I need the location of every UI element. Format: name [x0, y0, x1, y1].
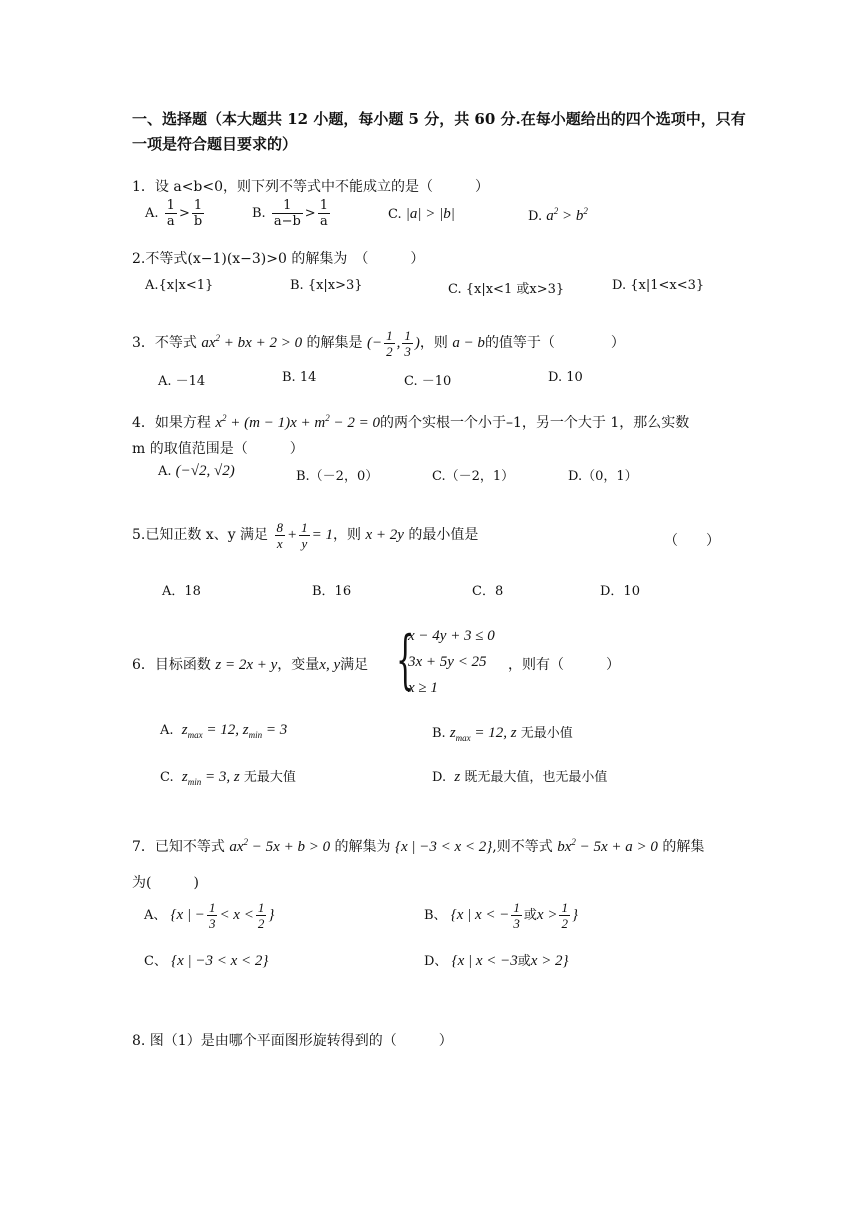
question-7-option-b: B、 {x | x < − $\frac{1}{3}$ 或x > $\frac{1}{2}$ } — [424, 900, 578, 931]
question-4-stem: 4．如果方程 $x^2 + (m - 1)x + m^2 - 2 = 0$的两个实根一个小于–1，另一个大于 1，那么实数 — [132, 413, 690, 431]
question-4-option-a: A. (−√2, √2) — [158, 463, 235, 479]
question-1-option-b: B. $\frac{1}{a-b}$ > $\frac{1}{a}$ — [252, 198, 328, 229]
question-3-option-d: D. 10 — [548, 370, 583, 385]
question-2-option-b: B. {x|x>3} — [290, 278, 363, 293]
constraint-2: 3x + 5y < 25 — [408, 654, 487, 670]
question-6-option-c: C. $z_{min} = 3$, z 无最大值 — [160, 769, 296, 787]
question-2-stem: 2.不等式(x−1)(x−3)>0 的解集为 （ ） — [132, 251, 425, 267]
question-3-option-a: A. －14 — [158, 374, 206, 389]
question-5-answer-paren: （ ） — [664, 533, 720, 549]
question-3-option-b: B. 14 — [282, 370, 317, 385]
question-2-option-d: D. {x|1<x<3} — [612, 278, 705, 293]
question-7-option-c: C、 {x | −3 < x < 2} — [144, 953, 269, 969]
question-6-option-a: A. $z_{max} = 12$, $z_{min} = 3$ — [160, 722, 288, 740]
question-5-option-d: D．10 — [600, 584, 640, 599]
constraint-3: x ≥ 1 — [408, 680, 438, 696]
question-5-stem: 5.已知正数 x、y 满足 $\frac{8}{x}$ + $\frac{1}{y}$ = 1，则 x + 2y 的最小值是 — [132, 520, 479, 551]
question-4-stem-line2: m 的取值范围是（ ） — [132, 441, 304, 457]
question-4-option-b: B.（－2，0） — [296, 469, 379, 484]
question-6-stem-tail: ，则有（ ） — [508, 657, 620, 673]
question-1-option-d: D. $a^2 > b^2$ — [528, 206, 588, 224]
question-7-option-a: A、 {x | − $\frac{1}{3}$ < x < $\frac{1}{2}$ } — [144, 900, 275, 931]
question-8-stem: 8. 图（1）是由哪个平面图形旋转得到的（ ） — [132, 1033, 453, 1049]
question-2-option-a: A.{x|x<1} — [145, 278, 214, 293]
question-6-stem: 6．目标函数 z = 2x + y，变量x, y满足 — [132, 657, 369, 673]
question-3-option-c: C. －10 — [404, 374, 452, 389]
question-7-stem: 7．已知不等式 $ax^2 - 5x + b > 0$ 的解集为 {x | −3 < x < 2},则不等式 $bx^2 - 5x + a > 0$ 的解集 — [132, 837, 705, 855]
question-4-option-d: D.（0，1） — [568, 469, 638, 484]
question-3-stem: 3．不等式 $ax^2$ + bx + 2 > 0 的解集是 (− $\frac{1}{2}$ , $\frac{1}{3}$ )，则 a − b的值等于（ ） — [132, 328, 625, 359]
question-2-option-c: C. {x|x<1 或x>3} — [448, 282, 565, 297]
question-6-option-d: D. z 既无最大值，也无最小值 — [432, 769, 608, 785]
question-6-option-b: B. $z_{max} = 12$, z 无最小值 — [432, 725, 573, 743]
question-5-option-c: C．8 — [472, 584, 504, 599]
section-header-line1: 一、选择题（本大题共 12 小题，每小题 5 分，共 60 分.在每小题给出的四个选项中，只有 — [132, 110, 746, 128]
question-4-option-c: C.（－2，1） — [432, 469, 515, 484]
question-7-stem-line2: 为( ) — [132, 875, 199, 891]
question-7-option-d: D、 {x | x < −3或x > 2} — [424, 953, 569, 969]
constraint-brace: { — [396, 623, 415, 697]
section-header-line2: 一项是符合题目要求的） — [132, 135, 298, 153]
constraint-1: x − 4y + 3 ≤ 0 — [408, 628, 495, 644]
question-5-option-a: A．18 — [162, 584, 201, 599]
question-1-stem: 1．设 a<b<0，则下列不等式中不能成立的是（ ） — [132, 179, 490, 195]
question-1-option-a: A. $\frac{1}{a}$ > $\frac{1}{b}$ — [145, 198, 203, 229]
question-5-option-b: B．16 — [312, 584, 352, 599]
question-1-option-c: C. |a| > |b| — [388, 206, 455, 222]
